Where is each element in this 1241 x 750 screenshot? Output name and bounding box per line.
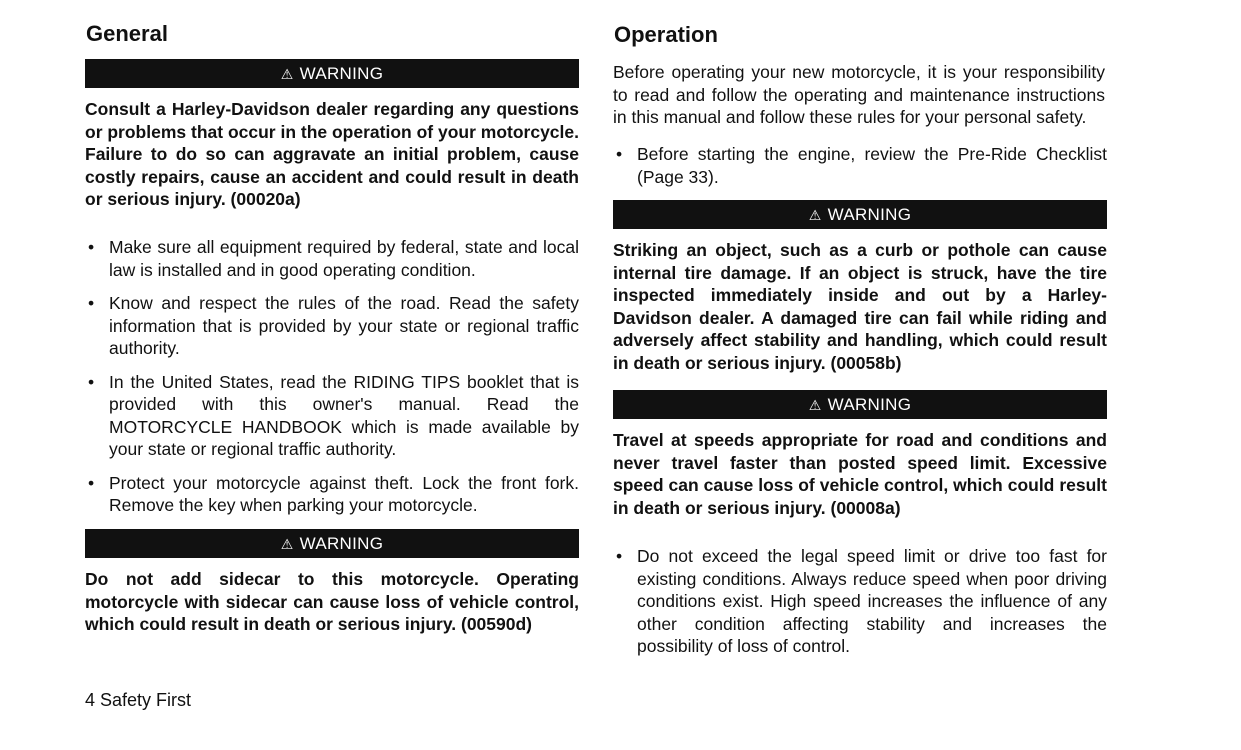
list-item-text: Protect your motorcycle against theft. Lock the front fork. Remove the key when parking your motorcycle. bbox=[109, 472, 579, 515]
intro-paragraph: Before operating your new motorcycle, it is your responsibility to read and follow the operating and maintenance instructions in this manual and follow these rules for your personal safety. bbox=[613, 62, 1105, 127]
bullet-list bbox=[85, 236, 579, 517]
bullet-dot-icon: • bbox=[88, 237, 95, 257]
list-item bbox=[85, 472, 579, 517]
bullet-dot-icon: • bbox=[88, 293, 95, 313]
list-item-text: In the United States, read the RIDING TIPS booklet that is provided with this owner's manual. Read the MOTORCYCLE HANDBOOK which is made available by your state or regional traffic authority. bbox=[109, 371, 579, 459]
warning-triangle-icon: ⚠ bbox=[280, 536, 294, 552]
list-item bbox=[85, 371, 579, 461]
list-item bbox=[85, 292, 579, 360]
list-item-text: Know and respect the rules of the road. Read the safety information that is provided by your state or regional traffic authority. bbox=[109, 293, 579, 358]
list-item-text: Make sure all equipment required by federal, state and local law is installed and in good operating condition. bbox=[109, 237, 579, 280]
page-footer: 4 Safety First bbox=[85, 690, 192, 710]
list-item bbox=[613, 545, 1107, 658]
bullet-dot-icon: • bbox=[88, 371, 95, 392]
warning-banner bbox=[85, 529, 579, 558]
bullet-list bbox=[613, 545, 1107, 658]
warning-text: Consult a Harley-Davidson dealer regarding any questions or problems that occur in the operation of your motorcycle. Failure to do so can aggravate an initial problem, cause costly repairs, cause an accident and could result in death or serious injury. (00020a) bbox=[85, 99, 579, 209]
bullet-dot-icon: • bbox=[616, 546, 623, 566]
list-item-text: Before starting the engine, review the Pre-Ride Checklist (Page 33). bbox=[637, 144, 1107, 187]
warning-text: Striking an object, such as a curb or pothole can cause internal tire damage. If an object is struck, have the tire inspected immediately inside and out by a Harley-Davidson dealer. A damaged tire can fail while riding and adversely affect stability and handling, which could result in death or serious injury. (00058b) bbox=[613, 240, 1107, 373]
warning-triangle-icon: ⚠ bbox=[808, 207, 822, 223]
warning-banner bbox=[613, 390, 1107, 419]
list-item bbox=[613, 143, 1107, 188]
warning-banner bbox=[85, 59, 579, 88]
section-title-operation: Operation bbox=[614, 22, 718, 47]
warning-label: WARNING bbox=[827, 395, 912, 414]
warning-text: Do not add sidecar to this motorcycle. Operating motorcycle with sidecar can cause loss of vehicle control, which could result in death or serious injury. (00590d) bbox=[85, 569, 579, 634]
bullet-list bbox=[613, 143, 1107, 188]
warning-text: Travel at speeds appropriate for road and conditions and never travel faster than posted speed limit. Excessive speed can cause loss of vehicle control, which could result in death or serious injury. (00008a) bbox=[613, 430, 1107, 518]
bullet-dot-icon: • bbox=[616, 144, 623, 164]
warning-triangle-icon: ⚠ bbox=[280, 66, 294, 82]
bullet-dot-icon: • bbox=[88, 472, 95, 493]
warning-label: WARNING bbox=[299, 64, 384, 83]
list-item-text: Do not exceed the legal speed limit or drive too fast for existing conditions. Always reduce speed when poor driving conditions exist. High speed increases the influence of any other condition affecting stability and increases the possibility of loss of control. bbox=[637, 546, 1107, 656]
warning-label: WARNING bbox=[827, 205, 912, 224]
list-item bbox=[85, 236, 579, 281]
section-title-general: General bbox=[86, 21, 168, 46]
warning-banner bbox=[613, 200, 1107, 229]
warning-label: WARNING bbox=[299, 534, 384, 553]
warning-triangle-icon: ⚠ bbox=[808, 397, 822, 413]
